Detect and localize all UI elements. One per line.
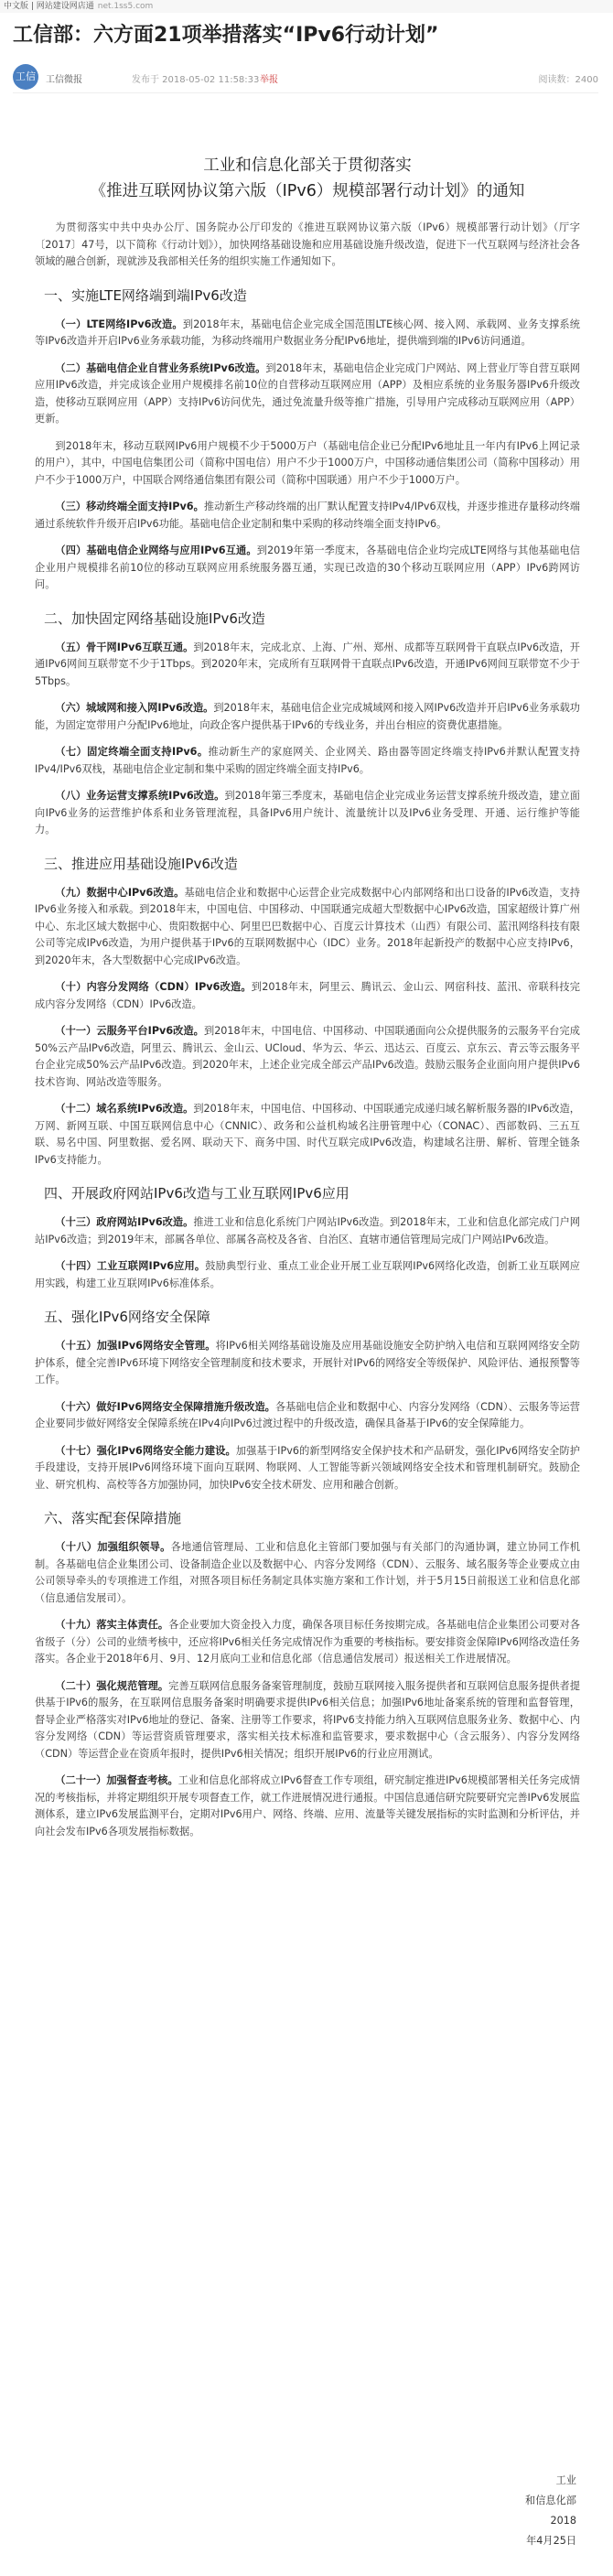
paragraph-10 (35, 885, 580, 970)
item-title: （十七）强化IPv6网络安全能力建设。 (55, 1444, 236, 1457)
signature-block (448, 2471, 576, 2551)
paragraph-21 (35, 1678, 580, 1763)
item-text: 到2018年末，基础电信企业完成门户网站、网上营业厅等自营互联网应用IPv6改造，并完成该企业用户规模排名前10位的自营移动互联网应用（APP）及相应系统的业务服务器IPv6升级改造，使移动互联网应用（APP）支持IPv6访问优先，通过免流量升级等推广措施，引导用户完成移动互联网应用（APP）更新。 (35, 361, 580, 425)
article-meta (13, 62, 598, 93)
item-title: （十三）政府网站IPv6改造。 (55, 1216, 194, 1228)
item-title: （八）业务运营支撑系统IPv6改造。 (55, 790, 225, 802)
section-heading-3: 三、推进应用基础设施IPv6改造 (44, 855, 238, 872)
item-title: （十九）落实主体责任。 (55, 1619, 169, 1631)
paragraph-19 (35, 1539, 580, 1607)
item-text: 到2018年末，完成北京、上海、广州、郑州、成都等互联网骨干直联点IPv6改造，开通IPv6网间互联带宽不少于1Tbps。到2020年末，完成所有互联网骨干直联点IPv6改造，开通IPv6网间互联带宽不少于5Tbps。 (35, 641, 580, 687)
paragraph-12 (35, 1023, 580, 1091)
item-title: （十八）加强组织领导。 (55, 1541, 171, 1553)
item-text: 到2018年第三季度末，基础电信企业完成业务运营支撑系统升级改造，建立面向IPv6业务的运营维护体系和业务管理流程，具备IPv6用户统计、流量统计以及IPv6业务受理、开通、运行维护等能力。 (35, 790, 580, 835)
item-title: （十五）加强IPv6网络安全管理。 (55, 1340, 216, 1352)
notice-title-line1: 工业和信息化部关于贯彻落实 (203, 156, 412, 175)
item-title: （七）固定终端全面支持IPv6。 (55, 746, 209, 758)
paragraph-5 (35, 543, 580, 594)
paragraph-9 (35, 788, 580, 839)
item-text: 到2018年末，基础电信企业完成城域网和接入网IPv6改造并开启IPv6业务承载功能，为固定宽带用户分配IPv6地址，向政企客户提供基于IPv6的专线业务，并出台相应的资费优惠措施。 (35, 702, 580, 731)
read-count: 阅读数：2400 (538, 75, 598, 85)
section-heading-5: 五、强化IPv6网络安全保障 (44, 1309, 210, 1325)
paragraph-17 (35, 1399, 580, 1433)
intro-paragraph: 为贯彻落实中共中央办公厅、国务院办公厅印发的《推进互联网协议第六版（IPv6）规模部署行动计划》（厅字〔2017〕47号，以下简称《行动计划》），加快网络基础设施和应用基础设施升级改造，促进下一代互联网与经济社会各领域的融合创新，现就涉及我部相关任务的组织实施工作通知如下。 (35, 221, 580, 267)
report-link[interactable]: 举报 (260, 75, 278, 85)
item-text: 完善互联网信息服务备案管理制度，鼓励互联网接入服务提供者和互联网信息服务提供者提供基于IPv6的服务，在互联网信息服务备案时明确要求提供IPv6相关信息；加强IPv6地址备案系统的管理和监督管理，督导企业严格落实对IPv6地址的登记、备案、注册等工作要求，将IPv6支持能力纳入互联网信息服务业务、数据中心、内容分发网络（CDN）等运营资质管理要求，落实相关技术标准和监管要求，要求数据中心（含云服务）、内容分发网络（CDN）等运营企业在资质年报时，提供IPv6相关情况；组织开展IPv6的行业应用测试。 (35, 1679, 580, 1760)
item-title: （九）数据中心IPv6改造。 (55, 886, 185, 899)
paragraph-15 (35, 1258, 580, 1292)
item-text: 推进工业和信息化系统门户网站IPv6改造。到2018年末，工业和信息化部完成门户网站IPv6改造；到2019年末，部属各单位、部属各高校及各省、自治区、直辖市通信管理局完成门户网站IPv6改造。 (35, 1216, 580, 1245)
item-title: （一）LTE网络IPv6改造。 (55, 318, 183, 330)
site-name: 中文版 | 网站建设网店通 (4, 2, 94, 11)
notice-body (35, 154, 580, 1850)
paragraph-3: 到2018年末，移动互联网IPv6用户规模不少于5000万户（基础电信企业已分配IPv6地址且一年内有IPv6上网记录的用户），其中，中国电信集团公司（简称中国电信）用户不少于1000万户，中国移动通信集团公司（简称中国移动）用户不少于1000万户，中国联合网络通信集团有限公司（简称中国联通）用户不少于1000万户。 (35, 439, 580, 486)
item-text: 各企业要加大资金投入力度，确保各项目标任务按期完成。各基础电信企业集团公司要对各省级子（分）公司的业绩考核中，还应将IPv6相关任务完成情况作为重要的考核指标。要安排资金保障IPv6网络改造任务落实。各企业于2018年6月、9月、12月底向工业和信息化部（信息通信发展司）报送相关工作进展情况。 (35, 1619, 580, 1665)
item-text: 鼓励典型行业、重点工业企业开展工业互联网IPv6网络化改造，创新工业互联网应用实践，构建工业互联网IPv6标准体系。 (35, 1260, 580, 1289)
item-text: 各地通信管理局、工业和信息化主管部门要加强与有关部门的沟通协调，建立协同工作机制。各基础电信企业集团公司、设备制造企业以及数据中心、内容分发网络（CDN）、云服务、域名服务等企业要成立由公司领导牵头的专项推进工作组，对照各项目标任务制定具体实施方案和工作计划，并于5月15日前报送工业和信息化部（信息通信发展司）。 (35, 1541, 580, 1604)
item-text: 到2018年末，基础电信企业完成全国范围LTE核心网、接入网、承载网、业务支撑系统等IPv6改造并开启IPv6业务承载功能，为移动终端用户数据业务分配IPv6地址，提供端到端的IPv6访问通道。 (35, 318, 580, 347)
paragraph-20 (35, 1617, 580, 1668)
section-heading-1: 一、实施LTE网络端到端IPv6改造 (44, 286, 247, 304)
item-title: （六）城域网和接入网IPv6改造。 (55, 702, 214, 714)
item-title: （十六）做好IPv6网络安全保障措施升级改造。 (55, 1400, 275, 1413)
paragraph-11 (35, 979, 580, 1013)
item-text: 工业和信息化部将成立IPv6督查工作专项组，研究制定推进IPv6规模部署相关任务完成情况的考核指标，并将定期组织开展专项督查工作，就工作进展情况进行通报。中国信息通信研究院要研究完善IPv6发展监测体系，建立IPv6发展监测平台，定期对IPv6用户、网络、终端、应用、流量等关键发展指标的实时监测和分析评估，并向社会发布IPv6各项发展指标数据。 (35, 1774, 580, 1838)
site-domain: net.1ss5.com (97, 2, 154, 11)
item-text: 到2018年末，中国电信、中国移动、中国联通完成递归域名解析服务器的IPv6改造，万网、新网互联、中国互联网信息中心（CNNIC）、政务和公益机构域名注册管理中心（CONAC）、西部数码、三五互联、易名中国、阿里数据、爱名网、联动天下、商务中国、时代互联完成IPv6改造，构建域名注册、解析、管理全链条IPv6支持能力。 (35, 1103, 580, 1166)
paragraph-16 (35, 1338, 580, 1389)
top-bar (0, 0, 613, 13)
source-name[interactable]: 工信微报 (46, 75, 82, 85)
item-title: （二）基础电信企业自营业务系统IPv6改造。 (55, 361, 266, 374)
item-text: 加强基于IPv6的新型网络安全保护技术和产品研发，强化IPv6网络安全防护手段建设，支持开展IPv6网络环境下面向互联网、物联网、人工智能等新兴领域网络安全技术和管理机制研究。鼓励企业、研究机构、高校等各方加强协同，加快IPv6安全技术研发、应用和融合创新。 (35, 1444, 580, 1491)
paragraph-2 (35, 361, 580, 428)
paragraph-18 (35, 1443, 580, 1494)
section-heading-2: 二、加快固定网络基础设施IPv6改造 (44, 609, 265, 627)
item-text: 各基础电信企业和数据中心、内容分发网络（CDN）、云服务等运营企业要同步做好网络安全保障系统在IPv4向IPv6过渡过程中的升级改造，确保具备基于IPv6的安全保障能力。 (35, 1400, 580, 1429)
item-title: （十）内容分发网络（CDN）IPv6改造。 (55, 981, 252, 993)
publish-date: 发布于 2018-05-02 11:58:33 (132, 75, 260, 85)
item-title: （二十一）加强督查考核。 (55, 1774, 178, 1786)
item-title: （十一）云服务平台IPv6改造。 (55, 1025, 204, 1037)
item-title: （二十）强化规范管理。 (55, 1679, 169, 1692)
item-title: （十二）域名系统IPv6改造。 (55, 1103, 194, 1115)
avatar[interactable]: 工信 (13, 64, 38, 90)
sign-org-line2: 和信息化部 (525, 2495, 576, 2506)
item-title: （三）移动终端全面支持IPv6。 (55, 501, 204, 512)
section-heading-4: 四、开展政府网站IPv6改造与工业互联网IPv6应用 (44, 1185, 350, 1202)
article-headline: 工信部：六方面21项举措落实“IPv6行动计划” (13, 24, 439, 47)
sign-year: 2018 (550, 2515, 576, 2527)
paragraph-8 (35, 744, 580, 778)
item-title: （五）骨干网IPv6互联互通。 (55, 641, 194, 653)
item-title: （四）基础电信企业网络与应用IPv6互通。 (55, 544, 257, 556)
item-text: 将IPv6相关网络基础设施及应用基础设施安全防护纳入电信和互联网网络安全防护体系，健全完善IPv6环境下网络安全管理制度和技术要求，开展针对IPv6的网络安全等级保护、风险评估、通报预警等工作。 (35, 1340, 580, 1385)
section-heading-6: 六、落实配套保障措施 (44, 1510, 182, 1526)
item-text: 基础电信企业和数据中心运营企业完成数据中心内部网络和出口设备的IPv6改造，支持IPv6业务接入和承载。到2018年末，中国电信、中国移动、中国联通完成超大型数据中心IPv6改造，国家超级计算广州中心、东北区域大数据中心、贵阳数据中心、阿里巴巴数据中心、百度云计算技术（山西）有限公司、蓝汛网络科技有限公司等完成IPv6改造，为用户提供基于IPv6的互联网数据中心（IDC）业务。2018年起新投产的数据中心应支持IPv6，到2020年末，各大型数据中心完成IPv6改造。 (35, 886, 580, 966)
item-text: 到2018年末，阿里云、腾讯云、金山云、网宿科技、蓝汛、帝联科技完成内容分发网络（CDN）IPv6改造。 (35, 981, 580, 1010)
paragraph-13 (35, 1101, 580, 1169)
paragraph-22 (35, 1773, 580, 1840)
item-text: 到2019年第一季度末，各基础电信企业均完成LTE网络与其他基础电信企业用户规模排名前10位的移动互联网应用系统服务器互通，实现已改造的30个移动互联网应用（APP）IPv6跨网访问。 (35, 544, 580, 590)
paragraph-1 (35, 317, 580, 350)
item-text: 推动新生产的家庭网关、企业网关、路由器等固定终端支持IPv6并默认配置支持IPv4/IPv6双栈，基础电信企业定制和集中采购的固定终端全面支持IPv6。 (35, 746, 580, 775)
item-title: （十四）工业互联网IPv6应用。 (55, 1260, 206, 1272)
paragraph-4 (35, 499, 580, 533)
item-text: 到2018年末，中国电信、中国移动、中国联通面向公众提供服务的云服务平台完成50%云产品IPv6改造，阿里云、腾讯云、金山云、UCloud、华为云、华云、迅达云、百度云、京东云、青云等云服务平台企业完成50%云产品IPv6改造。到2020年末，上述企业完成全部云产品IPv6改造。鼓励云服务企业面向用户提供IPv6技术咨询、网站改造等服务。 (35, 1025, 580, 1088)
sign-org-line1: 工业 (555, 2474, 576, 2486)
sign-date: 年4月25日 (526, 2535, 576, 2547)
item-text: 推动新生产移动终端的出厂默认配置支持IPv4/IPv6双栈，并逐步推进存量移动终端通过系统软件升级开启IPv6功能。基础电信企业定制和集中采购的移动终端全面支持IPv6。 (35, 501, 580, 530)
paragraph-6 (35, 640, 580, 691)
paragraph-7 (35, 700, 580, 734)
paragraph-14 (35, 1214, 580, 1248)
notice-title-line2: 《推进互联网协议第六版（IPv6）规模部署行动计划》的通知 (90, 182, 525, 200)
